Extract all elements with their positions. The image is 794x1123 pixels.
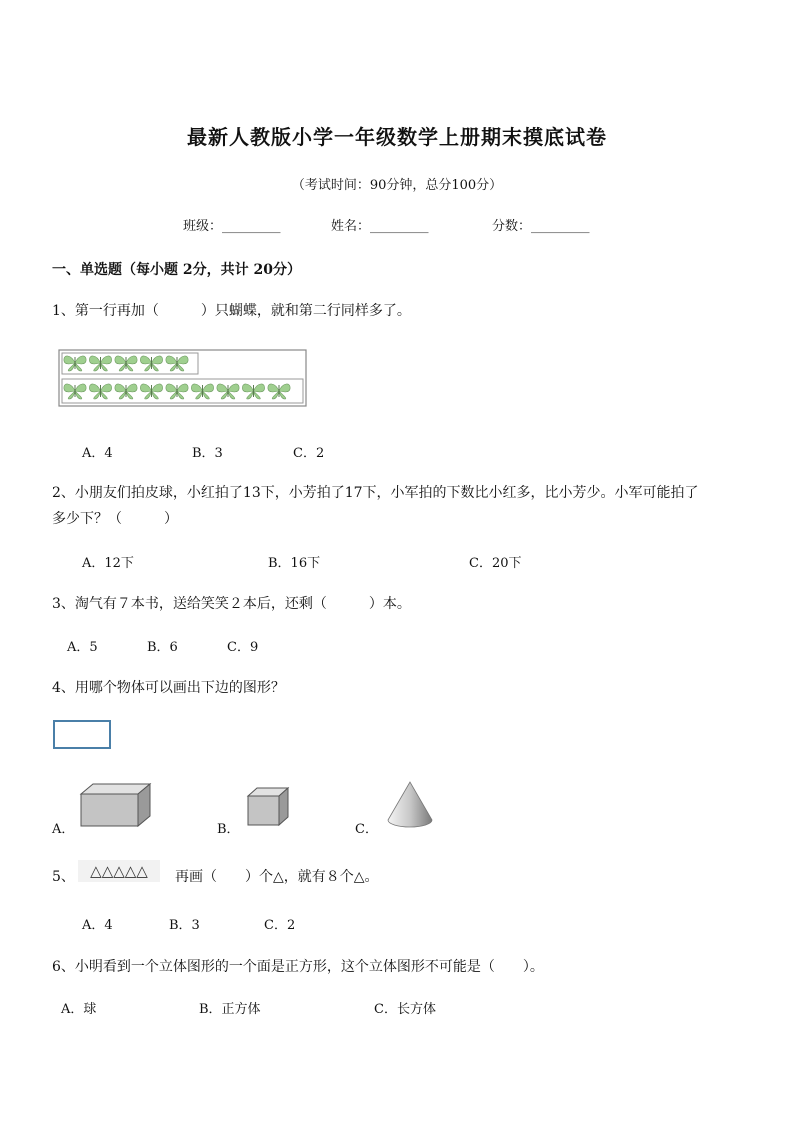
question-3-stem: 3、淘气有７本书，送给笑笑２本后，还剩（ ）本。 [52, 596, 411, 612]
q1-option-b: B．3 [192, 446, 223, 461]
question-2-stem-line2: 多少下？（ ） [52, 511, 178, 527]
q3-option-b: B．6 [147, 640, 178, 655]
butterfly-row-2 [64, 384, 290, 399]
question-6-stem: 6、小明看到一个立体图形的一个面是正方形，这个立体图形不可能是（ ）。 [52, 959, 544, 975]
section-heading: 一、单选题（每小题 2分，共计 20分） [52, 262, 301, 278]
q4-option-a: A． [52, 822, 75, 837]
q2-option-a: A．12下 [82, 556, 134, 571]
q6-option-c: C．长方体 [374, 1002, 436, 1017]
cone-icon [384, 780, 436, 830]
question-4-stem: 4、用哪个物体可以画出下边的图形？ [52, 680, 285, 696]
exam-info: （考试时间：90分钟，总分100分） [291, 178, 503, 193]
score-field: 分数：_________ [492, 219, 590, 234]
q5-option-b: B．3 [169, 918, 200, 933]
q1-option-a: A．4 [82, 446, 113, 461]
class-field: 班级：_________ [183, 219, 281, 234]
question-5-prefix: 5、 [52, 869, 75, 885]
page-title: 最新人教版小学一年级数学上册期末摸底试卷 [187, 125, 607, 149]
q3-option-c: C．9 [227, 640, 259, 655]
cuboid-icon [78, 782, 154, 828]
q4-option-c: C． [355, 822, 378, 837]
q6-option-a: A．球 [61, 1002, 97, 1017]
q2-option-b: B．16下 [268, 556, 321, 571]
q5-option-c: C．2 [264, 918, 296, 933]
q4-option-b: B． [217, 822, 240, 837]
butterfly-figure [58, 349, 308, 407]
name-field: 姓名：_________ [331, 219, 429, 234]
question-1-stem: 1、第一行再加（ ）只蝴蝶，就和第二行同样多了。 [52, 303, 411, 319]
q1-option-c: C．2 [293, 446, 325, 461]
q2-option-c: C．20下 [469, 556, 522, 571]
cube-icon [246, 786, 292, 828]
q6-option-b: B．正方体 [199, 1002, 261, 1017]
triangles-figure: △△△△△ [78, 860, 160, 882]
rectangle-figure [53, 720, 111, 749]
question-5-stem: 再画（ ）个△，就有８个△。 [175, 869, 379, 885]
q5-option-a: A．4 [82, 918, 113, 933]
question-2-stem-line1: 2、小朋友们拍皮球，小红拍了13下，小芳拍了17下，小军拍的下数比小红多，比小芳少。小军可能拍了 [52, 485, 699, 501]
q3-option-a: A．5 [67, 640, 98, 655]
